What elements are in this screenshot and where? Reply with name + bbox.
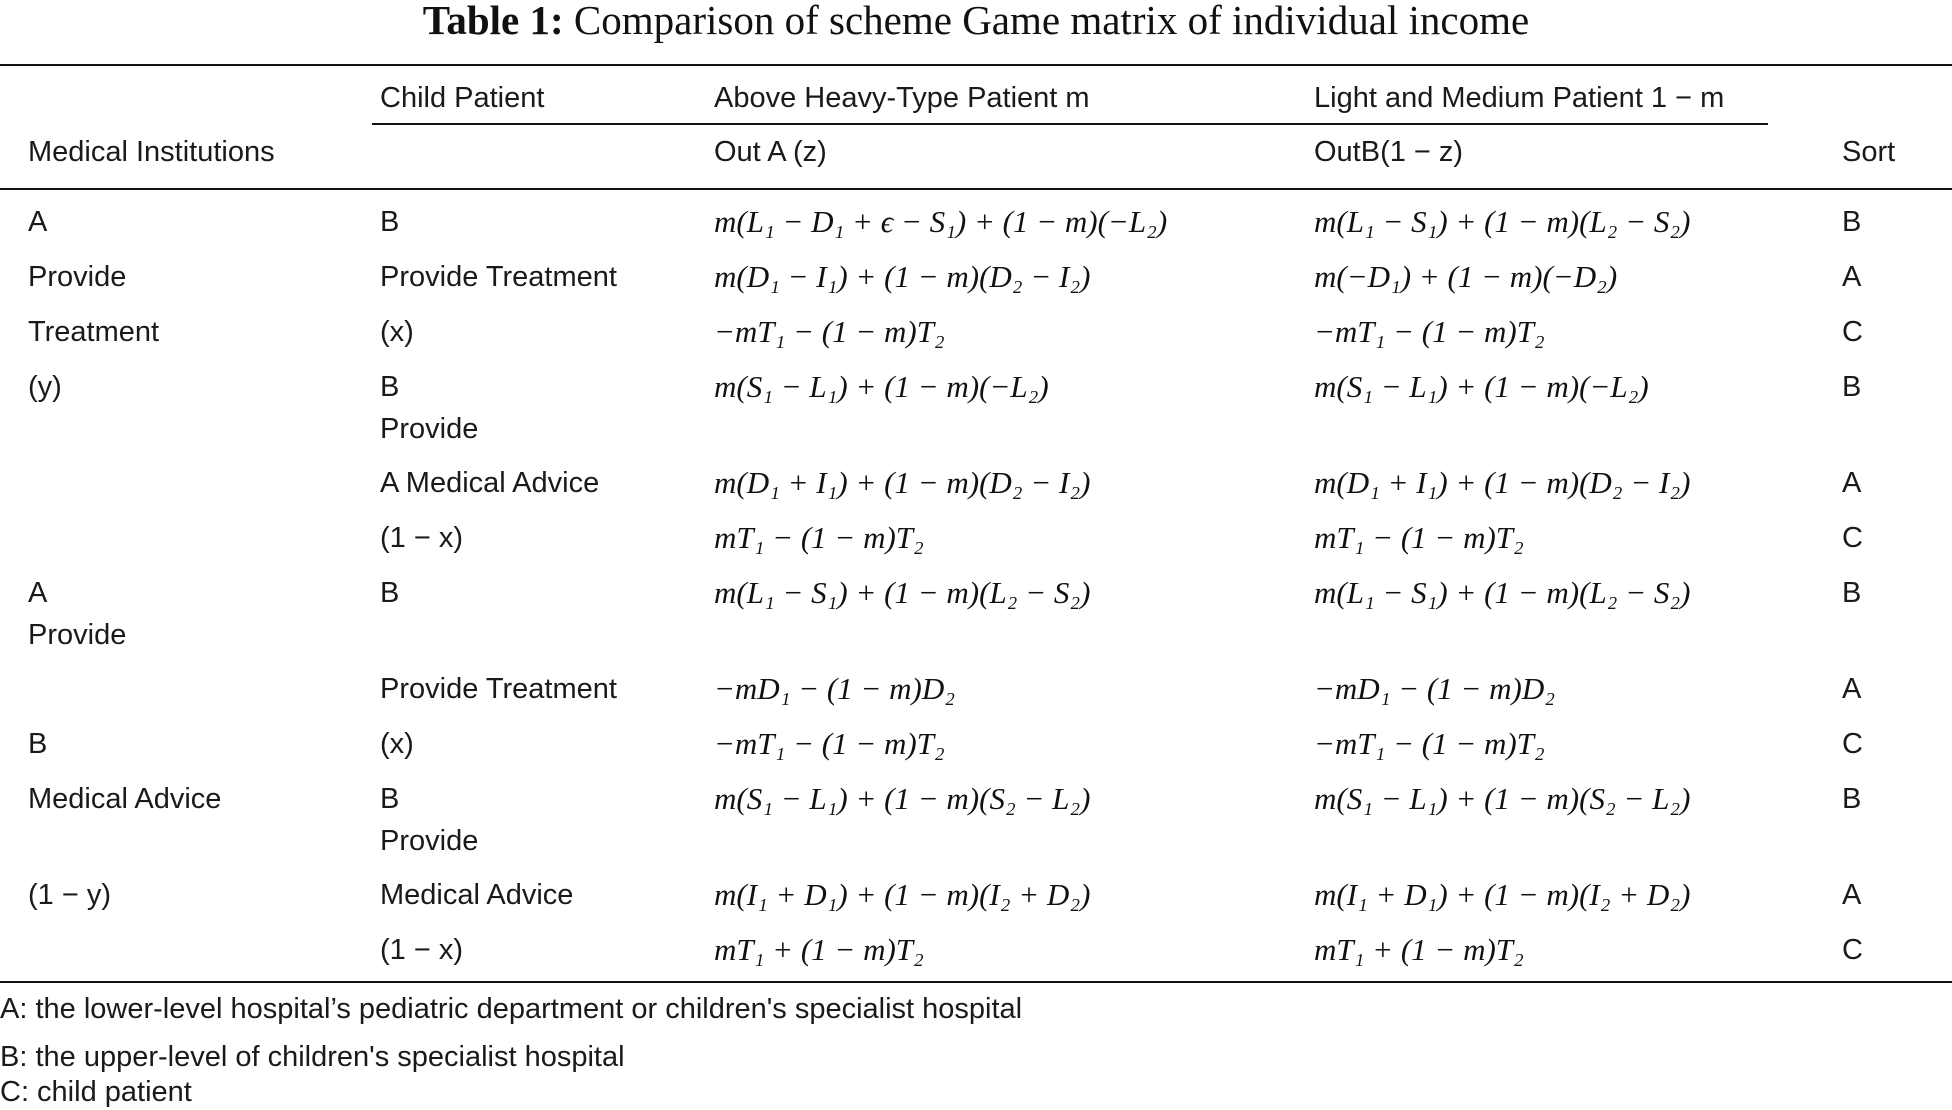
- row-7-out-b-formula: m(L₁ − S₁) + (1 − m)(L₂ − S₂): [1314, 575, 1691, 610]
- table-title-label: Table 1:: [422, 0, 564, 43]
- row-10-institution: Medical Advice: [28, 783, 222, 815]
- row-7-out-a-formula: m(L₁ − S₁) + (1 − m)(L₂ − S₂): [714, 575, 1091, 610]
- row-9-sort: C: [1842, 728, 1863, 760]
- row-4-child-patient: B: [380, 371, 400, 403]
- row-10-out-b-formula: m(S₁ − L₁) + (1 − m)(S₂ − L₂): [1314, 781, 1691, 816]
- row-10-child-patient: B: [380, 783, 400, 815]
- row-6-out-b-formula: mT₁ − (1 − m)T₂: [1314, 520, 1524, 555]
- footnote-c: C: child patient: [0, 1076, 192, 1108]
- row-7-sort: B: [1842, 577, 1862, 609]
- row-2-sort: A: [1842, 261, 1862, 293]
- row-3-child-patient: (x): [380, 316, 414, 348]
- row-7-institution: A: [28, 577, 48, 609]
- row-5-out-b-formula: m(D₁ + I₁) + (1 − m)(D₂ − I₂): [1314, 465, 1691, 500]
- header-out-b: OutB(1 − z): [1314, 136, 1464, 168]
- row-6-out-a-formula: mT₁ − (1 − m)T₂: [714, 520, 924, 555]
- row-10-out-a-formula: m(S₁ − L₁) + (1 − m)(S₂ − L₂): [714, 781, 1091, 816]
- row-1-out-a-formula: m(L₁ − D₁ + ϵ − S₁) + (1 − m)(−L₂): [714, 204, 1168, 239]
- row-2-child-patient: Provide Treatment: [380, 261, 617, 293]
- row-1-sort: B: [1842, 206, 1862, 238]
- row-6-sort: C: [1842, 522, 1863, 554]
- row-9-out-b-formula: −mT₁ − (1 − m)T₂: [1314, 726, 1545, 761]
- header-sort: Sort: [1842, 136, 1896, 168]
- row-3-sort: C: [1842, 316, 1863, 348]
- row-2-institution: Provide: [28, 261, 127, 293]
- row-1-out-b-formula: m(L₁ − S₁) + (1 − m)(L₂ − S₂): [1314, 204, 1691, 239]
- row-8-child-patient: Provide Treatment: [380, 673, 617, 705]
- row-7-institution-line2: Provide: [28, 619, 127, 651]
- row-4-out-b-formula: m(S₁ − L₁) + (1 − m)(−L₂): [1314, 369, 1649, 404]
- row-3-out-a-formula: −mT₁ − (1 − m)T₂: [714, 314, 945, 349]
- row-4-out-a-formula: m(S₁ − L₁) + (1 − m)(−L₂): [714, 369, 1049, 404]
- row-5-sort: A: [1842, 467, 1862, 499]
- row-3-out-b-formula: −mT₁ − (1 − m)T₂: [1314, 314, 1545, 349]
- header-child-patient: Child Patient: [380, 82, 545, 114]
- row-3-institution: Treatment: [28, 316, 160, 348]
- bottom-rule: [0, 981, 1952, 983]
- row-5-out-a-formula: m(D₁ + I₁) + (1 − m)(D₂ − I₂): [714, 465, 1091, 500]
- footnote-b: B: the upper-level of children's specialist hospital: [0, 1041, 625, 1073]
- row-5-child-patient: A Medical Advice: [380, 467, 600, 499]
- row-4-institution: (y): [28, 371, 62, 403]
- row-6-child-patient: (1 − x): [380, 522, 463, 554]
- row-12-sort: C: [1842, 934, 1863, 966]
- row-12-out-b-formula: mT₁ + (1 − m)T₂: [1314, 932, 1524, 967]
- row-4-child-patient-line2: Provide: [380, 413, 479, 445]
- row-11-out-b-formula: m(I₁ + D₁) + (1 − m)(I₂ + D₂): [1314, 877, 1691, 912]
- row-2-out-a-formula: m(D₁ − I₁) + (1 − m)(D₂ − I₂): [714, 259, 1091, 294]
- row-11-sort: A: [1842, 879, 1862, 911]
- header-out-a: Out A (z): [714, 136, 827, 168]
- row-11-institution: (1 − y): [28, 879, 111, 911]
- row-9-out-a-formula: −mT₁ − (1 − m)T₂: [714, 726, 945, 761]
- row-11-out-a-formula: m(I₁ + D₁) + (1 − m)(I₂ + D₂): [714, 877, 1091, 912]
- row-10-child-patient-line2: Provide: [380, 825, 479, 857]
- header-above-heavy: Above Heavy-Type Patient m: [714, 82, 1090, 114]
- row-4-sort: B: [1842, 371, 1862, 403]
- row-2-out-b-formula: m(−D₁) + (1 − m)(−D₂): [1314, 259, 1618, 294]
- row-8-sort: A: [1842, 673, 1862, 705]
- row-7-child-patient: B: [380, 577, 400, 609]
- row-1-child-patient: B: [380, 206, 400, 238]
- header-medical-institutions: Medical Institutions: [28, 136, 275, 168]
- header-light-medium: Light and Medium Patient 1 − m: [1314, 82, 1725, 114]
- row-10-sort: B: [1842, 783, 1862, 815]
- header-subrule: [372, 123, 1768, 125]
- row-12-out-a-formula: mT₁ + (1 − m)T₂: [714, 932, 924, 967]
- table-title-text: Comparison of scheme Game matrix of individual income: [573, 0, 1530, 43]
- row-9-child-patient: (x): [380, 728, 414, 760]
- row-11-child-patient: Medical Advice: [380, 879, 574, 911]
- row-12-child-patient: (1 − x): [380, 934, 463, 966]
- header-bottom-rule: [0, 188, 1952, 190]
- row-8-out-b-formula: −mD₁ − (1 − m)D₂: [1314, 671, 1556, 706]
- top-rule: [0, 64, 1952, 66]
- row-1-institution: A: [28, 206, 48, 238]
- row-9-institution: B: [28, 728, 48, 760]
- row-8-out-a-formula: −mD₁ − (1 − m)D₂: [714, 671, 956, 706]
- table-title: [0, 0, 1952, 43]
- footnote-a: A: the lower-level hospital’s pediatric department or children's specialist hospital: [0, 993, 1023, 1025]
